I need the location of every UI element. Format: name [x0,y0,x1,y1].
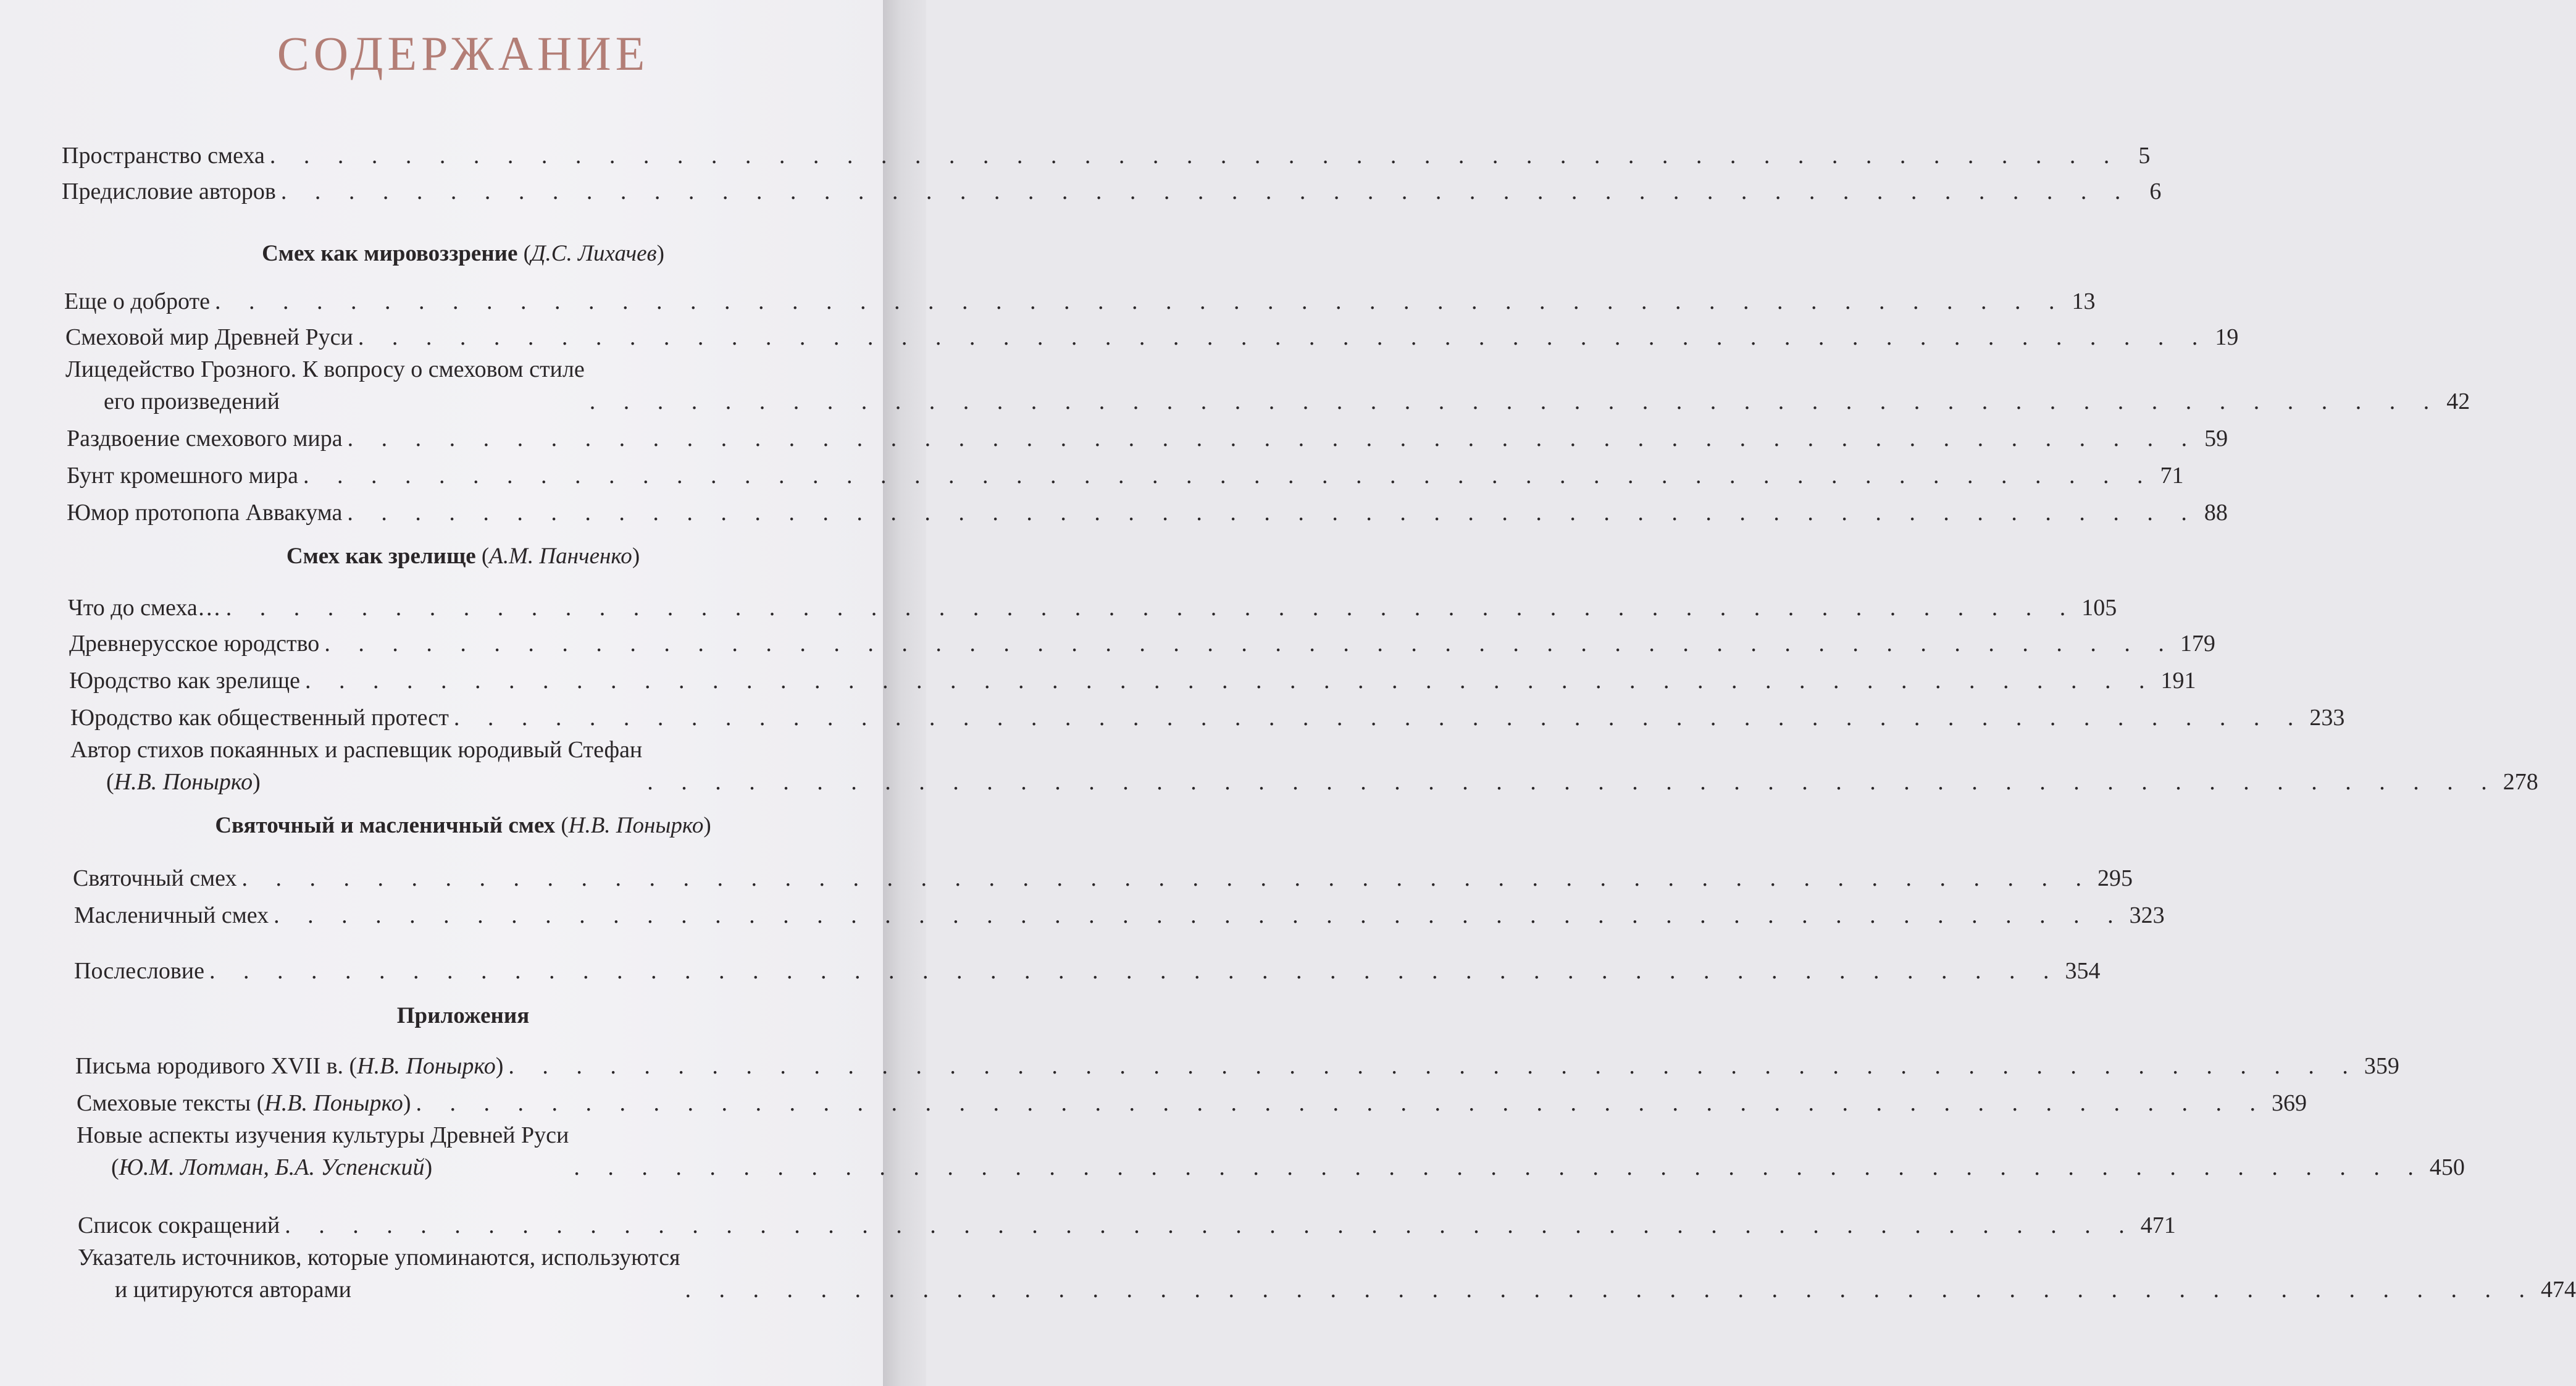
dot-leader: . . . . . . . . . . . . . . . . . . . . . . . . . . . . . . . . . . . . . . . . . . . . . . . . . . . . . . . [416,1090,2267,1116]
page-number: 450 [2429,1154,2465,1180]
paren-open: ( [555,813,569,838]
paren-close: ) [632,544,640,569]
dot-leader: . . . . . . . . . . . . . . . . . . . . . . . . . . . . . . . . . . . . . . . . . . . . . . . . . . . . . . . [274,902,2125,928]
entry-title: Смеховые тексты (Н.В. Понырко) [77,1090,411,1116]
dot-leader: . . . . . . . . . . . . . . . . . . . . . . . . . . . . . . . . . . . . . . . . . . . . . . . . . . . . . . . [574,1154,2425,1180]
page-number: 19 [2215,324,2239,350]
paren-open: ( [517,241,531,266]
page-number: 105 [2081,595,2117,621]
entry-author: Н.В. Понырко [114,769,253,795]
paren-open: ( [475,544,490,569]
entry-title: Пространство смеха [62,143,265,169]
page-number: 42 [2446,388,2470,414]
toc-entry[interactable] [64,285,2096,317]
page-number: 88 [2204,500,2228,526]
entry-author: Ю.М. Лотман, Б.А. Успенский [119,1154,425,1180]
toc-entry[interactable] [67,422,2228,455]
toc-entry[interactable] [70,734,2538,798]
dot-leader: . . . . . . . . . . . . . . . . . . . . . . . . . . . . . . . . . . . . . . . . . . . . . . . . . . . . . . . [241,865,2093,891]
section-heading [0,810,926,841]
toc-entry[interactable] [77,1087,2307,1119]
entry-title-line-1: Лицедейство Грозного. К вопросу о смеховом стиле [65,356,585,382]
dot-leader: . . . . . . . . . . . . . . . . . . . . . . . . . . . . . . . . . . . . . . . . . . . . . . . . . . . . . . . [685,1277,2536,1303]
dot-leader: . . . . . . . . . . . . . . . . . . . . . . . . . . . . . . . . . . . . . . . . . . . . . . . . . . . . . . . [280,178,2132,204]
page-number: 278 [2503,769,2538,795]
page-number: 71 [2160,463,2184,489]
dot-leader: . . . . . . . . . . . . . . . . . . . . . . . . . . . . . . . . . . . . . . . . . . . . . . . . . . . . . . . [589,388,2441,414]
toc-entry[interactable] [62,140,2151,172]
page-number: 6 [2149,178,2162,204]
dot-leader: . . . . . . . . . . . . . . . . . . . . . . . . . . . . . . . . . . . . . . . . . . . . . . . . . . . . . . . [304,668,2156,694]
paren-close: ) [703,813,711,838]
dot-leader: . . . . . . . . . . . . . . . . . . . . . . . . . . . . . . . . . . . . . . . . . . . . . . . . . . . . . . . [647,769,2498,795]
toc-entry[interactable] [69,628,2215,660]
entry-title-line-2: (Ю.М. Лотман, Б.А. Успенский) [111,1154,433,1180]
entry-title-line-2: (Н.В. Понырко) [106,769,261,795]
page-number: 179 [2180,631,2215,657]
page-number: 323 [2129,902,2165,928]
toc-entry[interactable] [73,862,2133,894]
entry-title: Бунт кромешного мира [67,463,298,489]
dot-leader: . . . . . . . . . . . . . . . . . . . . . . . . . . . . . . . . . . . . . . . . . . . . . . . . . . . . . . . [209,958,2060,984]
dot-leader: . . . . . . . . . . . . . . . . . . . . . . . . . . . . . . . . . . . . . . . . . . . . . . . . . . . . . . . [269,143,2121,169]
entry-title-line-1: Новые аспекты изучения культуры Древней Руси [77,1122,569,1148]
page-number: 191 [2160,668,2196,694]
page-title: СОДЕРЖАНИЕ [277,27,650,80]
entry-title-line-2: и цитируются авторами [115,1277,351,1303]
toc-entry[interactable] [75,1050,2399,1082]
dot-leader: . . . . . . . . . . . . . . . . . . . . . . . . . . . . . . . . . . . . . . . . . . . . . . . . . . . . . . . [285,1212,2136,1238]
entry-title: Список сокращений [78,1212,280,1238]
dot-leader: . . . . . . . . . . . . . . . . . . . . . . . . . . . . . . . . . . . . . . . . . . . . . . . . . . . . . . . [508,1053,2359,1079]
page-number: 471 [2140,1212,2176,1238]
entry-title: Юмор протопопа Аввакума [67,500,343,526]
page-number: 354 [2065,958,2101,984]
page-number: 369 [2271,1090,2307,1116]
toc-entry[interactable] [65,353,2470,418]
toc-entry[interactable] [65,321,2239,353]
section-author: А.М. Панченко [489,544,632,569]
section-title: Приложения [396,1003,530,1028]
section-heading [0,1001,926,1031]
toc-entry[interactable] [68,592,2117,624]
page-number: 59 [2204,426,2228,452]
dot-leader: . . . . . . . . . . . . . . . . . . . . . . . . . . . . . . . . . . . . . . . . . . . . . . . . . . . . . . . [214,288,2066,314]
entry-title: Еще о доброте [64,288,210,314]
toc-entry[interactable] [70,702,2345,734]
entry-author: Н.В. Понырко [357,1053,496,1079]
entry-author: Н.В. Понырко [264,1090,403,1116]
section-title: Смех как зрелище [286,544,476,569]
toc-entry[interactable] [77,1119,2465,1183]
entry-title: Раздвоение смехового мира [67,426,343,452]
dot-leader: . . . . . . . . . . . . . . . . . . . . . . . . . . . . . . . . . . . . . . . . . . . . . . . . . . . . . . . [303,463,2154,489]
entry-title: Предисловие авторов [62,178,276,204]
entry-title: Письма юродивого XVII в. (Н.В. Понырко) [75,1053,504,1079]
dot-leader: . . . . . . . . . . . . . . . . . . . . . . . . . . . . . . . . . . . . . . . . . . . . . . . . . . . . . . . [225,595,2077,621]
entry-title-line-2: его произведений [104,388,280,414]
entry-title: Юродство как общественный протест [70,705,449,731]
dot-leader: . . . . . . . . . . . . . . . . . . . . . . . . . . . . . . . . . . . . . . . . . . . . . . . . . . . . . . . [347,500,2198,526]
section-heading [0,238,926,269]
entry-title-line-1: Указатель источников, которые упоминаются, используются [78,1245,680,1270]
entry-title: Святочный смех [73,865,237,891]
paren-close: ) [656,241,664,266]
toc-entry[interactable] [67,497,2228,529]
toc-entry[interactable] [78,1209,2176,1241]
toc-entry[interactable] [62,175,2162,208]
section-heading [0,541,926,572]
entry-title: Юродство как зрелище [69,668,300,694]
toc-entry[interactable] [74,899,2165,931]
dot-leader: . . . . . . . . . . . . . . . . . . . . . . . . . . . . . . . . . . . . . . . . . . . . . . . . . . . . . . . [324,631,2175,657]
toc-entry[interactable] [69,665,2196,697]
section-author: Д.С. Лихачев [530,241,657,266]
page-number: 233 [2309,705,2345,731]
entry-title: Древнерусское юродство [69,631,320,657]
toc-entry[interactable] [78,1241,2576,1306]
page-number: 13 [2072,288,2096,314]
page-number: 295 [2097,865,2133,891]
toc-entry[interactable] [74,955,2101,987]
entry-title: Послесловие [74,958,205,984]
page-number: 474 [2540,1277,2576,1303]
dot-leader: . . . . . . . . . . . . . . . . . . . . . . . . . . . . . . . . . . . . . . . . . . . . . . . . . . . . . . . [358,324,2209,350]
entry-title: Что до смеха… [68,595,221,621]
entry-title: Масленичный смех [74,902,269,928]
page-number: 5 [2138,143,2151,169]
entry-title: Смеховой мир Древней Руси [65,324,353,350]
section-title: Святочный и масленичный смех [215,813,556,838]
dot-leader: . . . . . . . . . . . . . . . . . . . . . . . . . . . . . . . . . . . . . . . . . . . . . . . . . . . . . . . [347,426,2199,452]
entry-title-line-1: Автор стихов покаянных и распевщик юродивый Стефан [70,737,643,763]
page-number: 359 [2364,1053,2399,1079]
section-author: Н.В. Понырко [568,813,704,838]
dot-leader: . . . . . . . . . . . . . . . . . . . . . . . . . . . . . . . . . . . . . . . . . . . . . . . . . . . . . . . [453,705,2305,731]
section-title: Смех как мировоззрение [262,241,518,266]
toc-entry[interactable] [67,460,2184,492]
